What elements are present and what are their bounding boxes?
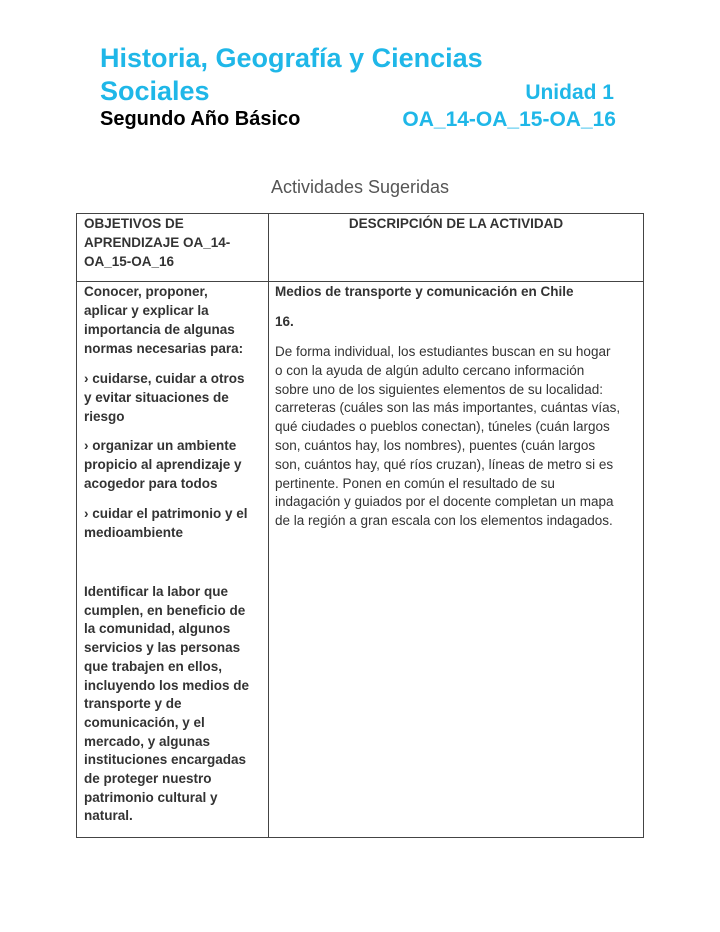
text-line: acogedor para todos xyxy=(84,476,218,491)
text-line: aplicar y explicar la xyxy=(84,303,209,318)
grade-label: Segundo Año Básico xyxy=(100,108,301,130)
activity-description xyxy=(275,343,620,531)
subject-title-line1: Historia, Geografía y Ciencias xyxy=(100,43,483,73)
text-line: mercado, y algunas xyxy=(84,733,211,749)
text-line: Conocer, proponer, xyxy=(84,284,208,299)
text-line: importancia de algunas xyxy=(84,322,235,337)
text-line: y evitar situaciones de xyxy=(84,390,229,405)
text-line: que trabajen en ellos, xyxy=(84,658,223,674)
text-line: incluyendo los medios de xyxy=(84,677,250,693)
text-line: patrimonio cultural y xyxy=(84,789,218,805)
text-line: natural. xyxy=(84,808,133,824)
activity-number: 16. xyxy=(275,314,294,329)
text-line: De forma individual, los estudiantes buscan en su hogar xyxy=(275,344,611,359)
objective-second xyxy=(84,583,249,826)
column-divider xyxy=(268,214,269,837)
text-line: › cuidar el patrimonio y el xyxy=(84,506,248,521)
text-line: indagación y guiados por el docente completan un mapa xyxy=(275,494,614,510)
activity-title: Medios de transporte y comunicación en Chile xyxy=(275,284,574,299)
text-line: instituciones encargadas xyxy=(84,752,247,768)
text-line: de la región a gran escala con los elementos indagados. xyxy=(275,513,613,529)
unit-label: Unidad 1 xyxy=(525,81,614,104)
oa-codes: OA_14-OA_15-OA_16 xyxy=(402,108,616,131)
description-header: DESCRIPCIÓN DE LA ACTIVIDAD xyxy=(348,216,564,231)
text-line: la comunidad, algunos xyxy=(84,621,231,637)
text-line: medioambiente xyxy=(84,525,184,540)
text-line: normas necesarias para: xyxy=(84,341,244,356)
text-line: de proteger nuestro xyxy=(84,771,212,787)
text-line: › organizar un ambiente xyxy=(84,438,237,453)
objective-bullet-2 xyxy=(84,436,242,493)
objectives-header xyxy=(84,214,230,271)
text-line: transporte y de xyxy=(84,696,182,712)
activities-table xyxy=(76,213,644,838)
text-line: propicio al aprendizaje y xyxy=(84,457,242,472)
text-line: riesgo xyxy=(84,409,125,424)
header-line: OBJETIVOS DE xyxy=(84,216,184,231)
subject-title-line2: Sociales xyxy=(100,76,210,106)
text-line: cumplen, en beneficio de xyxy=(84,602,246,618)
section-title: Actividades Sugeridas xyxy=(270,177,450,197)
header-line: APRENDIZAJE OA_14- xyxy=(84,235,231,250)
text-line: pertinente. Ponen en común el resultado de su xyxy=(275,475,555,491)
text-line: Identificar la labor que xyxy=(84,584,229,599)
text-line: › cuidarse, cuidar a otros xyxy=(84,371,245,386)
text-line: carreteras (cuáles son las más importantes, cuántas vías, xyxy=(275,400,621,416)
text-line: qué ciudades o pueblos conectan), túneles (cuán largos xyxy=(275,419,610,435)
text-line: son, cuántos hay, los nombres), puentes (cuán largos xyxy=(275,437,596,453)
header-line: OA_15-OA_16 xyxy=(84,254,175,269)
text-line: o con la ayuda de algún adulto cercano información xyxy=(275,362,585,378)
text-line: comunicación, y el xyxy=(84,714,205,730)
text-line: son, cuántos hay, qué ríos cruzan), líneas de metro si es xyxy=(275,456,614,472)
text-line: servicios y las personas xyxy=(84,640,241,656)
objective-bullet-1 xyxy=(84,369,245,426)
text-line: sobre uno de los siguientes elementos de su localidad: xyxy=(275,381,603,397)
objective-intro xyxy=(84,282,243,358)
objective-bullet-3 xyxy=(84,504,248,542)
